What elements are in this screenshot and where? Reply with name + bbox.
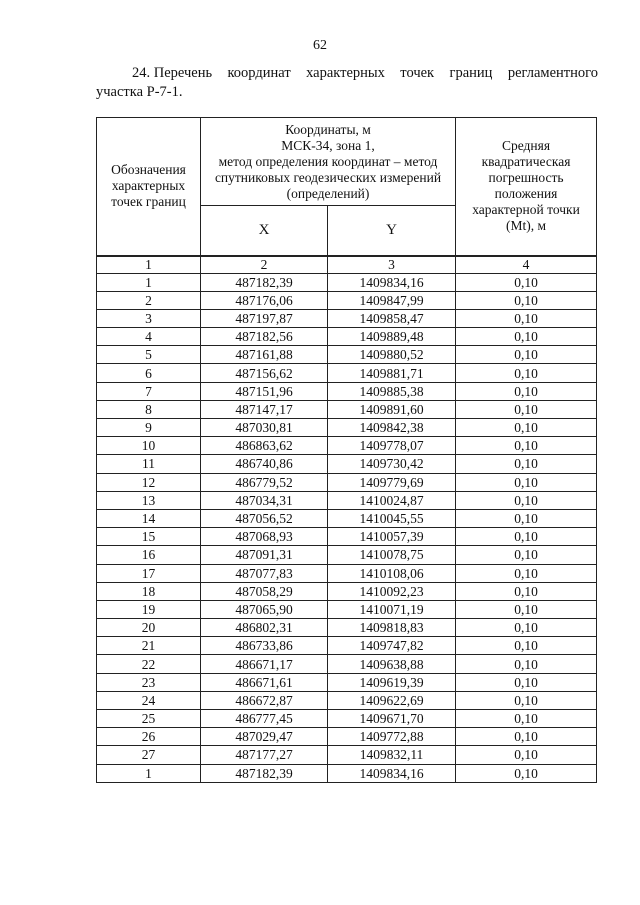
column-number: 3 — [328, 256, 456, 274]
cell-y: 1409842,38 — [328, 419, 456, 437]
table-row — [97, 364, 597, 382]
cell-point-id: 16 — [97, 546, 201, 564]
table-row — [97, 764, 597, 782]
header-y: Y — [328, 206, 456, 256]
cell-mt: 0,10 — [456, 473, 597, 491]
column-number: 4 — [456, 256, 597, 274]
coordinates-table — [96, 117, 597, 783]
cell-mt: 0,10 — [456, 273, 597, 291]
heading-word: координат — [227, 65, 291, 81]
cell-point-id: 26 — [97, 728, 201, 746]
header-x: X — [201, 206, 328, 256]
cell-point-id: 6 — [97, 364, 201, 382]
cell-x: 487177,27 — [201, 746, 328, 764]
cell-y: 1409880,52 — [328, 346, 456, 364]
cell-y: 1409891,60 — [328, 400, 456, 418]
cell-x: 487029,47 — [201, 728, 328, 746]
cell-y: 1409834,16 — [328, 764, 456, 782]
cell-mt: 0,10 — [456, 746, 597, 764]
cell-point-id: 22 — [97, 655, 201, 673]
cell-y: 1410071,19 — [328, 600, 456, 618]
table-row — [97, 346, 597, 364]
header-point-designation: Обозначения характерных точек границ — [97, 118, 201, 256]
cell-y: 1409622,69 — [328, 691, 456, 709]
header-mean-square-error: Средняя квадратическая погрешность положения характерной точки (Mt), м — [456, 118, 597, 256]
cell-x: 487156,62 — [201, 364, 328, 382]
cell-point-id: 18 — [97, 582, 201, 600]
cell-mt: 0,10 — [456, 491, 597, 509]
cell-x: 486779,52 — [201, 473, 328, 491]
column-number: 1 — [97, 256, 201, 274]
cell-y: 1409889,48 — [328, 328, 456, 346]
cell-y: 1410024,87 — [328, 491, 456, 509]
table-row — [97, 419, 597, 437]
cell-x: 486733,86 — [201, 637, 328, 655]
cell-y: 1409747,82 — [328, 637, 456, 655]
cell-mt: 0,10 — [456, 673, 597, 691]
heading-word: точек — [400, 65, 435, 81]
cell-x: 487077,83 — [201, 564, 328, 582]
header-coordinates-group: Координаты, м МСК-34, зона 1, метод определения координат – метод спутниковых геодезических измерений (определений) — [201, 118, 456, 206]
cell-x: 486672,87 — [201, 691, 328, 709]
cell-point-id: 2 — [97, 291, 201, 309]
cell-x: 487030,81 — [201, 419, 328, 437]
cell-mt: 0,10 — [456, 309, 597, 327]
table-row — [97, 273, 597, 291]
cell-point-id: 14 — [97, 509, 201, 527]
cell-mt: 0,10 — [456, 364, 597, 382]
table-row — [97, 382, 597, 400]
table-row — [97, 673, 597, 691]
cell-y: 1410092,23 — [328, 582, 456, 600]
table-row — [97, 455, 597, 473]
cell-mt: 0,10 — [456, 455, 597, 473]
cell-y: 1409832,11 — [328, 746, 456, 764]
cell-y: 1409638,88 — [328, 655, 456, 673]
cell-mt: 0,10 — [456, 328, 597, 346]
cell-x: 487182,56 — [201, 328, 328, 346]
table-row — [97, 746, 597, 764]
heading-word: границ — [449, 65, 493, 81]
table-row — [97, 600, 597, 618]
heading-line-1 — [96, 64, 598, 83]
table-row — [97, 710, 597, 728]
cell-y: 1409858,47 — [328, 309, 456, 327]
table-row — [97, 491, 597, 509]
cell-y: 1409619,39 — [328, 673, 456, 691]
cell-y: 1409847,99 — [328, 291, 456, 309]
table-row — [97, 328, 597, 346]
cell-x: 487151,96 — [201, 382, 328, 400]
cell-y: 1409881,71 — [328, 364, 456, 382]
cell-x: 487147,17 — [201, 400, 328, 418]
cell-y: 1409730,42 — [328, 455, 456, 473]
cell-mt: 0,10 — [456, 600, 597, 618]
cell-y: 1410057,39 — [328, 528, 456, 546]
table-row — [97, 564, 597, 582]
cell-y: 1409818,83 — [328, 619, 456, 637]
cell-point-id: 1 — [97, 764, 201, 782]
table-row — [97, 400, 597, 418]
cell-mt: 0,10 — [456, 400, 597, 418]
cell-point-id: 10 — [97, 437, 201, 455]
table-body — [97, 273, 597, 782]
cell-mt: 0,10 — [456, 582, 597, 600]
cell-y: 1410045,55 — [328, 509, 456, 527]
cell-mt: 0,10 — [456, 764, 597, 782]
cell-point-id: 11 — [97, 455, 201, 473]
cell-mt: 0,10 — [456, 637, 597, 655]
cell-x: 487056,52 — [201, 509, 328, 527]
cell-point-id: 17 — [97, 564, 201, 582]
cell-mt: 0,10 — [456, 528, 597, 546]
cell-x: 487161,88 — [201, 346, 328, 364]
cell-x: 486740,86 — [201, 455, 328, 473]
cell-point-id: 21 — [97, 637, 201, 655]
cell-y: 1410078,75 — [328, 546, 456, 564]
cell-x: 487065,90 — [201, 600, 328, 618]
cell-y: 1409778,07 — [328, 437, 456, 455]
cell-point-id: 15 — [97, 528, 201, 546]
column-number: 2 — [201, 256, 328, 274]
table-row — [97, 546, 597, 564]
table-row — [97, 291, 597, 309]
cell-mt: 0,10 — [456, 710, 597, 728]
table-row — [97, 473, 597, 491]
heading-line-2: участка Р-7-1. — [96, 84, 183, 100]
cell-mt: 0,10 — [456, 437, 597, 455]
cell-mt: 0,10 — [456, 509, 597, 527]
cell-point-id: 5 — [97, 346, 201, 364]
cell-point-id: 1 — [97, 273, 201, 291]
heading-word: характерных — [306, 65, 385, 81]
table-row — [97, 309, 597, 327]
cell-mt: 0,10 — [456, 546, 597, 564]
cell-y: 1409834,16 — [328, 273, 456, 291]
table-row — [97, 509, 597, 527]
table-row — [97, 619, 597, 637]
cell-x: 486671,61 — [201, 673, 328, 691]
cell-point-id: 23 — [97, 673, 201, 691]
cell-point-id: 9 — [97, 419, 201, 437]
cell-x: 487058,29 — [201, 582, 328, 600]
cell-mt: 0,10 — [456, 346, 597, 364]
cell-point-id: 12 — [97, 473, 201, 491]
cell-x: 486863,62 — [201, 437, 328, 455]
cell-mt: 0,10 — [456, 291, 597, 309]
cell-mt: 0,10 — [456, 382, 597, 400]
heading-word: регламентного — [507, 65, 598, 81]
cell-point-id: 8 — [97, 400, 201, 418]
section-heading — [96, 64, 598, 102]
cell-y: 1409772,88 — [328, 728, 456, 746]
cell-mt: 0,10 — [456, 691, 597, 709]
cell-mt: 0,10 — [456, 619, 597, 637]
cell-mt: 0,10 — [456, 419, 597, 437]
cell-point-id: 27 — [97, 746, 201, 764]
cell-x: 486671,17 — [201, 655, 328, 673]
table-row — [97, 437, 597, 455]
cell-x: 486802,31 — [201, 619, 328, 637]
page-number: 62 — [313, 38, 327, 53]
cell-mt: 0,10 — [456, 655, 597, 673]
cell-x: 487034,31 — [201, 491, 328, 509]
cell-x: 487176,06 — [201, 291, 328, 309]
table-row — [97, 528, 597, 546]
cell-x: 487068,93 — [201, 528, 328, 546]
cell-x: 486777,45 — [201, 710, 328, 728]
cell-y: 1410108,06 — [328, 564, 456, 582]
cell-x: 487091,31 — [201, 546, 328, 564]
cell-y: 1409779,69 — [328, 473, 456, 491]
table-row — [97, 637, 597, 655]
cell-point-id: 13 — [97, 491, 201, 509]
table-row — [97, 655, 597, 673]
table-row — [97, 582, 597, 600]
cell-point-id: 4 — [97, 328, 201, 346]
cell-x: 487197,87 — [201, 309, 328, 327]
cell-y: 1409885,38 — [328, 382, 456, 400]
cell-mt: 0,10 — [456, 728, 597, 746]
table-row — [97, 691, 597, 709]
cell-point-id: 19 — [97, 600, 201, 618]
cell-x: 487182,39 — [201, 273, 328, 291]
cell-point-id: 3 — [97, 309, 201, 327]
cell-point-id: 7 — [97, 382, 201, 400]
cell-x: 487182,39 — [201, 764, 328, 782]
cell-mt: 0,10 — [456, 564, 597, 582]
cell-y: 1409671,70 — [328, 710, 456, 728]
cell-point-id: 20 — [97, 619, 201, 637]
cell-point-id: 24 — [97, 691, 201, 709]
heading-word: 24. Перечень — [132, 65, 213, 81]
table-row — [97, 728, 597, 746]
cell-point-id: 25 — [97, 710, 201, 728]
